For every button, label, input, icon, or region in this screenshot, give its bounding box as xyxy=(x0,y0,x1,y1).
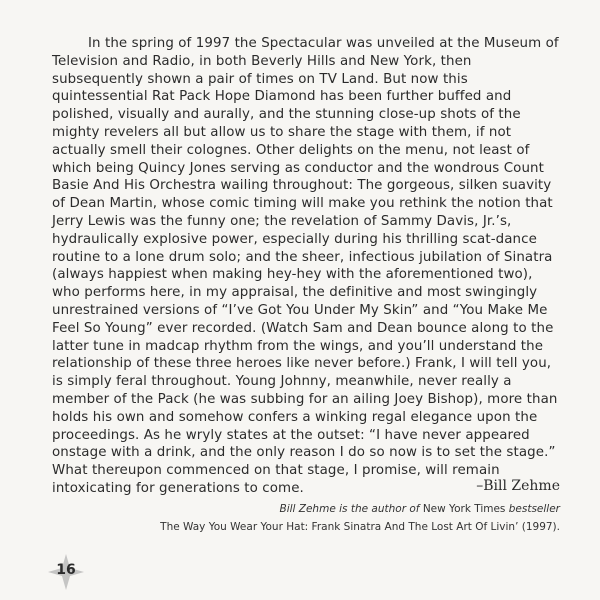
credit-publication: New York Times xyxy=(422,503,506,515)
credit-line-1 xyxy=(160,500,560,518)
author-byline: –Bill Zehme xyxy=(476,478,560,494)
author-credit xyxy=(160,500,560,536)
credit-line-2: The Way You Wear Your Hat: Frank Sinatra And The Lost Art Of Livin’ (1997). xyxy=(160,521,560,533)
page-number: 16 xyxy=(56,562,76,578)
credit-suffix: bestseller xyxy=(505,503,560,515)
credit-prefix: Bill Zehme is the author of xyxy=(279,503,423,515)
page-number-badge xyxy=(46,552,86,592)
article-paragraph: In the spring of 1997 the Spectacular was unveiled at the Museum of Television and Radio, in both Beverly Hills and New York, then subsequently shown a pair of times on TV Land. But now this quintessential Rat Pack Hope Diamond has been further buffed and polished, visually and aurally, and the stunning close-up shots of the mighty revelers all but allow us to share the stage with them, if not actually smell their colognes. Other delights on the menu, not least of which being Quincy Jones serving as conductor and the wondrous Count Basie And His Orchestra wailing throughout: The gorgeous, silken suavity of Dean Martin, whose comic timing will make you rethink the notion that Jerry Lewis was the funny one; the revelation of Sammy Davis, Jr.’s, hydraulically explosive power, especially during his thrilling scat-dance routine to a lone drum solo; and the sheer, infectious jubilation of Sinatra (always happiest when making hey-hey with the aforementioned two), who performs here, in my appraisal, the definitive and most swingingly unrestrained versions of “I’ve Got You Under My Skin” and “You Make Me Feel So Young” ever recorded. (Watch Sam and Dean bounce along to the latter tune in madcap rhythm from the wings, and you’ll understand the relationship of these three heroes like never before.) Frank, I will tell you, is simply feral throughout. Young Johnny, meanwhile, never really a member of the Pack (he was subbing for an ailing Joey Bishop), more than holds his own and somehow confers a winking regal elegance upon the proceedings. As he wryly states at the outset: “I have never appeared onstage with a drink, and the only reason I do so now is to set the stage.” What thereupon commenced on that stage, I promise, will remain intoxicating for generations to come. xyxy=(52,36,559,496)
